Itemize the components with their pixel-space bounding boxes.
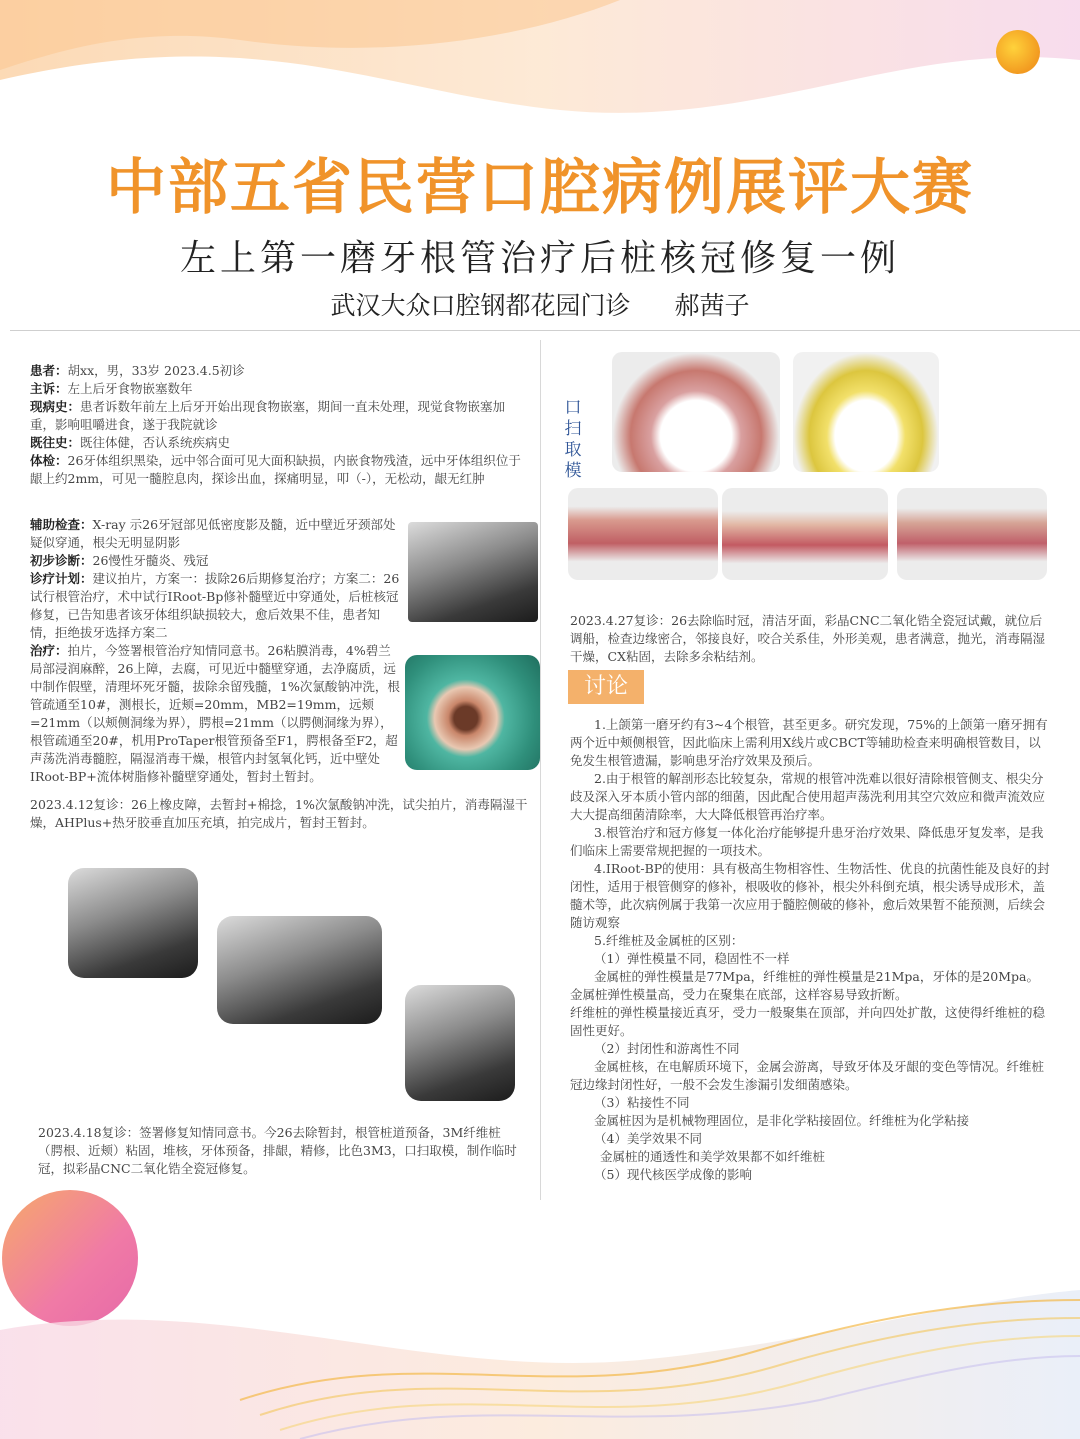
sub-head: （4）美学效果不同 — [594, 1131, 702, 1146]
visit-4-text: 2023.4.27复诊：26去除临时冠，清洁牙面，彩晶CNC二氧化锆全瓷冠试戴，就位后调船，检查边缘密合，邻接良好，咬合关系佳，外形美观，患者满意，抛光，消毒隔湿干燥，CX粘固，去除多余粘结剂。 — [570, 613, 1046, 664]
complaint-line: 主诉：左上后牙食物嵌塞数年 — [30, 381, 193, 396]
patient-line: 患者：胡xx，男，33岁 2023.4.5初诊 — [30, 363, 245, 378]
discussion-point: 2.由于根管的解剖形态比较复杂，常规的根管冲洗难以很好清除根管侧支、根尖分歧及深入牙本质小管内部的细菌，因此配合使用超声荡洗利用其空穴效应和微声流效应大大提高细菌清除率，大大降低根管再治疗率。 — [570, 771, 1046, 822]
sub-body: 纤维桩的弹性模量接近真牙，受力一般聚集在顶部，并向四处扩散，这使得纤维桩的稳固性更好。 — [570, 1005, 1046, 1038]
discussion-point: 4.IRoot-BP的使用：具有极高生物相容性、生物活性、优良的抗菌性能及良好的封闭性，适用于根管侧穿的修补，根吸收的修补，根尖外科倒充填，根尖诱导成形术，盖髓术等，此次病例属于我第一次应用于髓腔侧破的修补，愈后效果暂不能预测，后续会随访观察 — [570, 861, 1050, 930]
sub-head: （3）粘接性不同 — [594, 1095, 690, 1110]
scan-front-image — [722, 488, 888, 580]
aux-block — [30, 516, 400, 786]
scan-side-1-image — [568, 488, 718, 580]
xray-trial-image — [68, 868, 198, 978]
history-line: 现病史：患者诉数年前左上后牙开始出现食物嵌塞，期间一直未处理，现觉食物嵌塞加重，影响咀嚼进食，遂于我院就诊 — [30, 399, 506, 432]
visit-3-text: 2023.4.18复诊：签署修复知情同意书。今26去除暂封，根管桩道预备，3M纤维桩（腭根、近颊）粘固，堆核，牙体预备，排龈，精修，比色3M3，口扫取模，制作临时冠，拟彩晶CNC二氧化锆全瓷冠修复。 — [38, 1125, 517, 1176]
sub-body: 金属桩的弹性模量是77Mpa，纤维桩的弹性模量是21Mpa，牙体的是20Mpa。金属桩弹性模量高，受力在聚集在底部，这样容易导致折断。 — [570, 969, 1039, 1002]
clinic-name: 武汉大众口腔钢都花园门诊 — [330, 291, 631, 320]
affiliation — [0, 286, 1080, 322]
discussion-body — [570, 716, 1050, 1184]
intraoral-photo-image — [405, 655, 540, 770]
xray-post-image — [405, 985, 515, 1101]
poster-subtitle: 左上第一磨牙根管治疗后桩核冠修复一例 — [179, 238, 900, 279]
sub-head: （2）封闭性和游离性不同 — [594, 1041, 740, 1056]
xray-initial-image — [408, 522, 538, 622]
case-intro — [30, 362, 530, 488]
aux-line: 辅助检查：X-ray 示26牙冠部见低密度影及髓，近中壁近牙颈部处疑似穿通，根尖无明显阴影 — [30, 517, 396, 550]
diagnosis-line: 初步诊断：26慢性牙髓炎、残冠 — [30, 553, 209, 568]
scan-model-image — [793, 352, 939, 472]
discussion-point: 1.上颌第一磨牙约有3~4个根管，甚至更多。研究发现，75%的上颌第一磨牙拥有两个近中颊侧根管，因此临床上需利用X线片或CBCT等辅助检查来明确根管数目，以免发生根管遗漏，影响患牙治疗效果及预后。 — [570, 717, 1048, 768]
xray-fill-image — [217, 916, 382, 1024]
visit-2-text: 2023.4.12复诊：26上橡皮障，去暂封+棉捻，1%次氯酸钠冲洗，试尖拍片，消毒隔湿干燥，AHPlus+热牙胶垂直加压充填，拍完成片，暂封王暂封。 — [30, 797, 528, 830]
plan-line: 诊疗计划：建议拍片，方案一：拔除26后期修复治疗；方案二：26试行根管治疗，术中试行IRoot-Bp修补髓壁近中穿通处，后桩核冠修复，已告知患者该牙体组织缺损较大，愈后效果不佳，患者知情，拒绝拔牙选择方案二 — [30, 571, 400, 640]
discussion-title: 讨论 — [568, 670, 644, 704]
sub-head: （5）现代核医学成像的影响 — [594, 1167, 752, 1182]
author-name: 郝茜子 — [674, 291, 750, 320]
exam-line: 体检：26牙体组织黑染，远中邻合面可见大面积缺损，内嵌食物残渣，远中牙体组织位于龈上约2mm，可见一髓腔息肉，探诊出血，探痛明显，叩（-），无松动，龈无红肿 — [30, 453, 521, 486]
sub-body: 金属桩的通透性和美学效果都不如纤维桩 — [600, 1149, 826, 1164]
sub-body: 金属桩因为是机械物理固位，是非化学粘接固位。纤维桩为化学粘接 — [594, 1113, 970, 1128]
past-line: 既往史：既往体健，否认系统疾病史 — [30, 435, 231, 450]
column-divider — [540, 340, 541, 1200]
scan-upper-arch-image — [612, 352, 780, 472]
sub-head: （1）弹性模量不同，稳固性不一样 — [594, 951, 790, 966]
scan-label: 口扫取模 — [564, 398, 582, 481]
discussion-point: 5.纤维桩及金属桩的区别： — [594, 933, 744, 948]
scan-side-2-image — [897, 488, 1047, 580]
header-divider — [10, 330, 1080, 331]
treatment-line: 治疗：拍片，今签署根管治疗知情同意书。26粘膜消毒，4%碧兰局部浸润麻醉，26上障，去腐，可见近中髓壁穿通，去净腐质，远中制作假壁，清理坏死牙髓，拔除余留残髓，1%次氯酸钠冲洗，根管疏通至10#，测根长，近颊=20mm，MB2=19mm，远颊=21mm（以颊侧洞缘为界），腭根=21mm（以腭侧洞缘为界），根管疏通至20#，机用ProTaper根管预备至F1，腭根备至F2，超声荡洗消毒髓腔，隔湿消毒干燥，根管内封氢氧化钙，近中壁处IRoot-BP+流体树脂修补髓壁穿通处，暂封土暂封。 — [30, 643, 400, 784]
discussion-point: 3.根管治疗和冠方修复一体化治疗能够提升患牙治疗效果、降低患牙复发率，是我们临床上需要常规把握的一项技术。 — [570, 825, 1044, 858]
poster-title: 中部五省民营口腔病例展评大赛 — [106, 153, 974, 223]
sub-body: 金属桩核，在电解质环境下，金属会游离，导致牙体及牙龈的变色等情况。纤维桩冠边缘封闭性好，一般不会发生渗漏引发细菌感染。 — [570, 1059, 1045, 1092]
